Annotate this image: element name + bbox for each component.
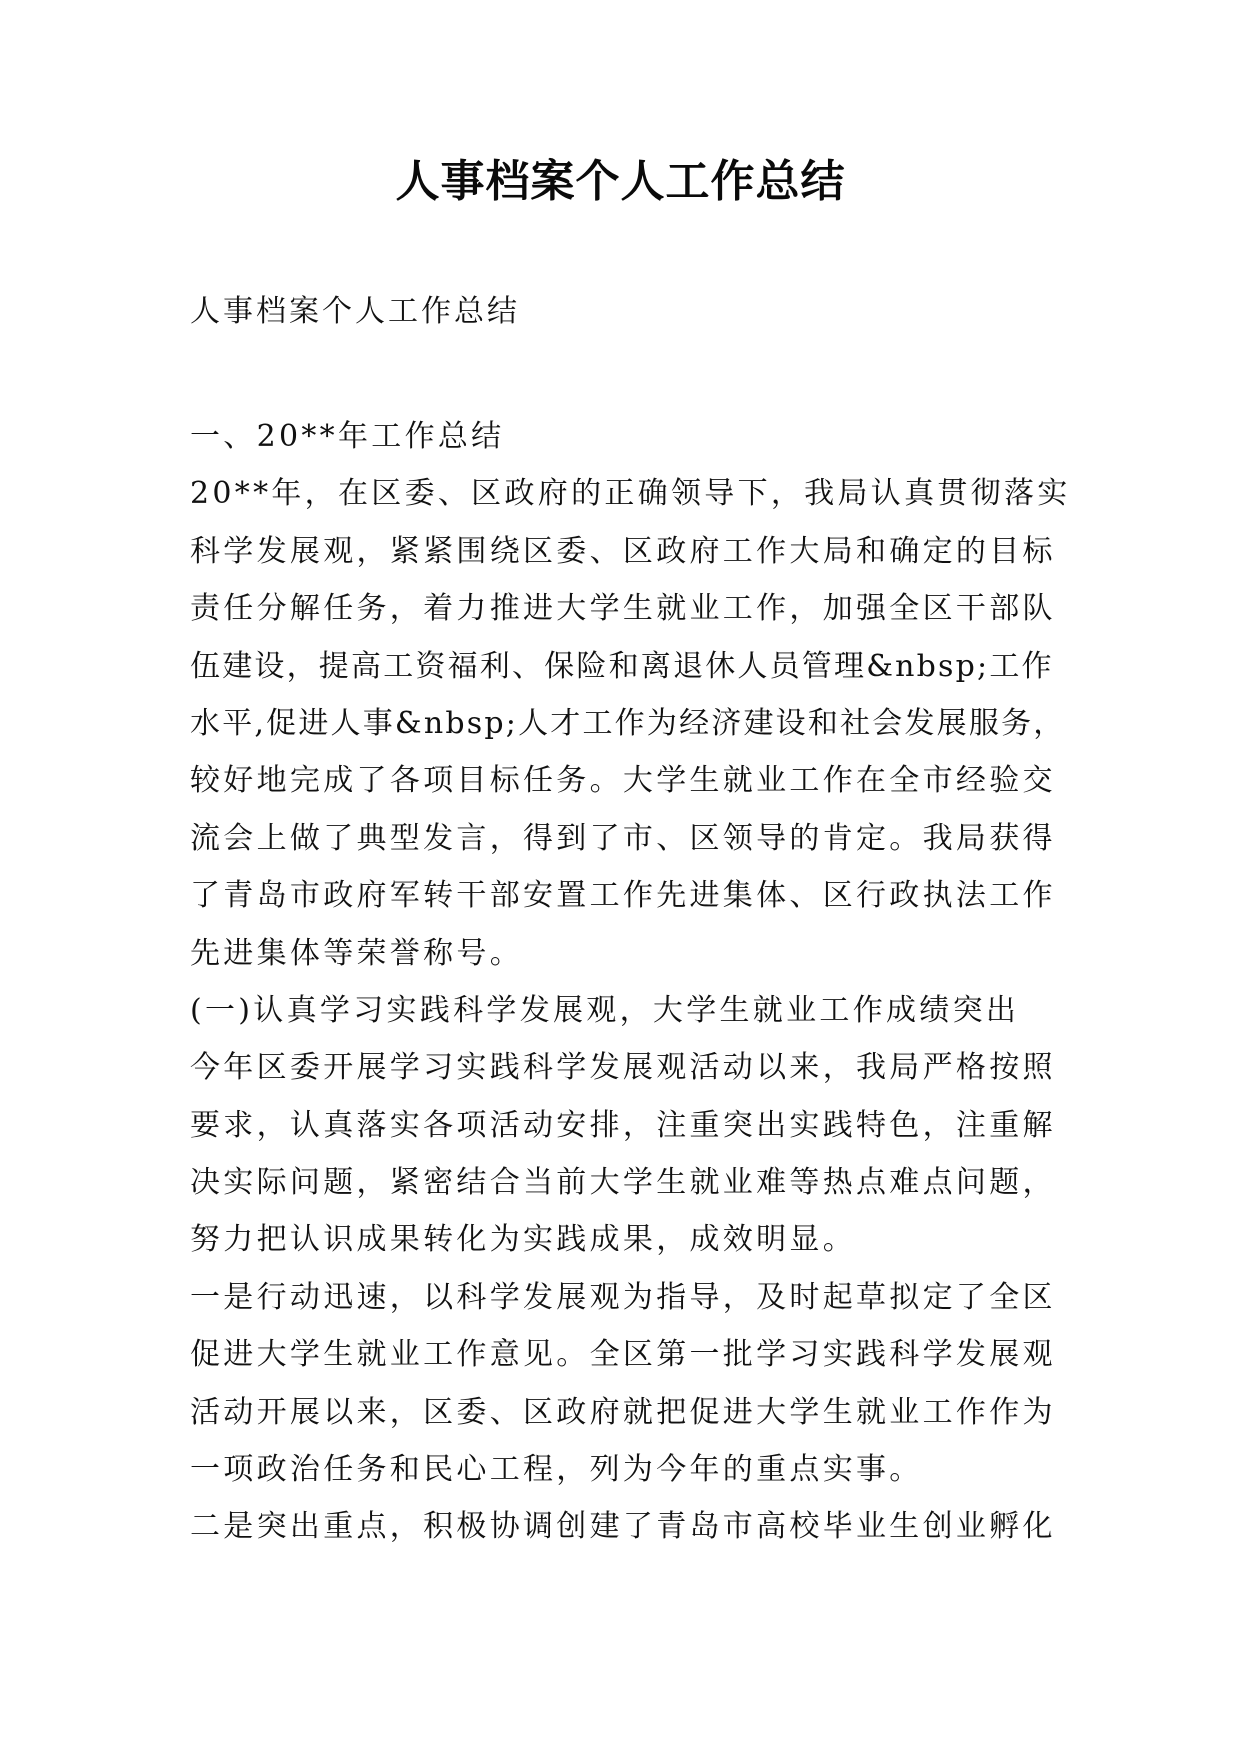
body-line: 一项政治任务和民心工程，列为今年的重点实事。 (190, 1452, 923, 1488)
document-subtitle: 人事档案个人工作总结 (190, 294, 520, 329)
body-line: 责任分解任务，着力推进大学生就业工作，加强全区干部队 (190, 591, 1056, 627)
body-line: 科学发展观，紧紧围绕区委、区政府工作大局和确定的目标 (190, 533, 1056, 569)
body-line: 一是行动迅速，以科学发展观为指导，及时起草拟定了全区 (190, 1279, 1056, 1315)
body-line: 水平,促进人事&nbsp;人才工作为经济建设和社会发展服务， (190, 705, 1066, 741)
document-body (190, 408, 1090, 1556)
body-line: 二是突出重点，积极协调创建了青岛市高校毕业生创业孵化 (190, 1509, 1056, 1545)
body-line: 较好地完成了各项目标任务。大学生就业工作在全市经验交 (190, 763, 1056, 799)
body-line: 了青岛市政府军转干部安置工作先进集体、区行政执法工作 (190, 878, 1056, 914)
body-line: 流会上做了典型发言，得到了市、区领导的肯定。我局获得 (190, 820, 1056, 856)
body-line: 今年区委开展学习实践科学发展观活动以来，我局严格按照 (190, 1050, 1056, 1086)
section-heading: 一、20**年工作总结 (190, 419, 505, 454)
document-title: 人事档案个人工作总结 (395, 156, 846, 207)
body-line: 伍建设，提高工资福利、保险和离退休人员管理&nbsp;工作 (190, 648, 1054, 684)
body-line: 促进大学生就业工作意见。全区第一批学习实践科学发展观 (190, 1337, 1056, 1373)
body-line: 努力把认识成果转化为实践成果，成效明显。 (190, 1222, 856, 1258)
subsection-heading: (一)认真学习实践科学发展观，大学生就业工作成绩突出 (190, 992, 1020, 1028)
body-line: 决实际问题，紧密结合当前大学生就业难等热点难点问题， (190, 1165, 1056, 1201)
body-line: 先进集体等荣誉称号。 (190, 935, 523, 971)
body-line: 要求，认真落实各项活动安排，注重突出实践特色，注重解 (190, 1107, 1056, 1143)
body-line: 活动开展以来，区委、区政府就把促进大学生就业工作作为 (190, 1394, 1056, 1430)
body-line: 20**年，在区委、区政府的正确领导下，我局认真贯彻落实 (190, 476, 1071, 512)
